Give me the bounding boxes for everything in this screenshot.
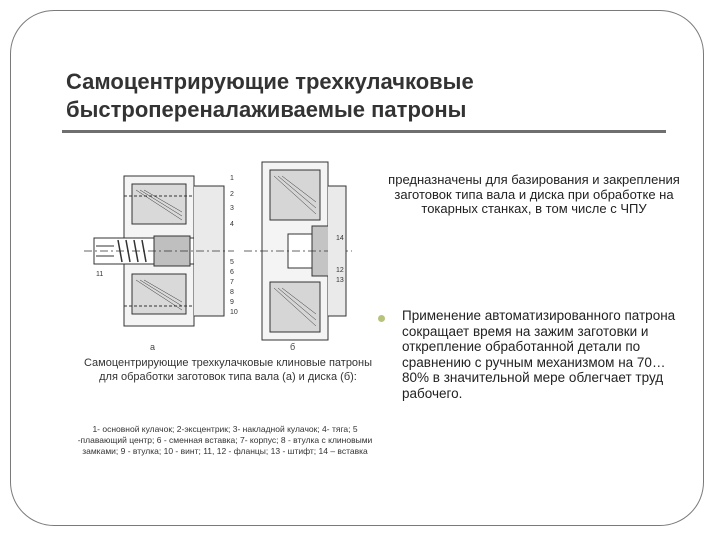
callout-11: 11 (96, 271, 104, 278)
callout-5: 5 (230, 259, 234, 266)
callout-12: 12 (336, 267, 344, 274)
figure-legend: 1- основной кулачок; 2-эксцентрик; 3- накладной кулачок; 4- тяга; 5 -плавающий центр; 6 - сменная вставка; 7- корпус; 8 - втулка с клиновыми замками; 9 - втулка; 10 - винт; 11, 12 - фланцы; 13 - штифт; 14 – вставка (77, 424, 373, 456)
drawing-label-a: а (150, 342, 156, 352)
callout-13: 13 (336, 277, 344, 284)
slide-title: Самоцентрирующие трехкулачковые быстропереналаживаемые патроны (66, 69, 474, 122)
intro-paragraph: предназначены для базирования и закрепления заготовок типа вала и диска при обработке на токарных станках, в том числе с ЧПУ (388, 172, 680, 216)
callout-9: 9 (230, 299, 234, 306)
title-divider (62, 130, 666, 133)
drawing-b (244, 162, 352, 340)
drawing-a (84, 176, 234, 326)
callout-1: 1 (230, 175, 234, 182)
bullet-marker (378, 315, 385, 322)
callout-4: 4 (230, 221, 234, 228)
chuck-technical-drawing (84, 156, 354, 356)
callout-2: 2 (230, 191, 234, 198)
callout-8: 8 (230, 289, 234, 296)
figure-caption: Самоцентрирующие трехкулачковые клиновые патроны для обработки заготовок типа вала (а) и диска (б): (83, 357, 373, 383)
callout-14: 14 (336, 235, 344, 242)
callout-6: 6 (230, 269, 234, 276)
drawing-label-b: б (290, 342, 296, 352)
bullet-paragraph: Применение автоматизированного патрона сокращает время на зажим заготовки и открепление обработанной детали по сравнению с ручным механизмом на 70…80% в значительной мере облегчает труд рабочего. (402, 308, 676, 401)
callout-10: 10 (230, 309, 238, 316)
callout-7: 7 (230, 279, 234, 286)
callout-3: 3 (230, 205, 234, 212)
